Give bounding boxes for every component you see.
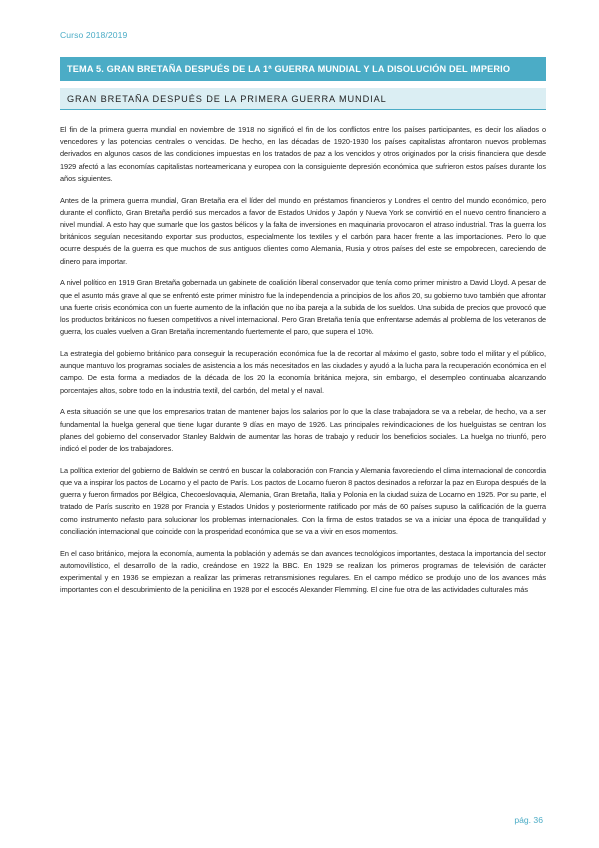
paragraph-2: Antes de la primera guerra mundial, Gran Bretaña era el líder del mundo en préstamos financieros y Londres el centro del mundo económico, pero durante el conflicto, Gran Bretaña perdió sus mercados a favor de Estados Unidos y Japón y Nueva York se convirtió en el nuevo centro financiero a nivel mundial. A esto hay que sumarle que los gastos bélicos y la falta de inversiones en maquinaria provocaron el atraso industrial. Tras la guerra los británicos seguían necesitando exportar sus productos, especialmente los textiles y el carbón para hacer frente a las importaciones. Pero lo que ocurre después de la guerra es que muchos de sus antiguos clientes como Alemania, Rusia y otros países del este se empobrecen, careciendo de dinero para importar. <box>60 195 546 266</box>
course-label: Curso 2018/2019 <box>60 30 128 40</box>
paragraph-3: A nivel político en 1919 Gran Bretaña gobernada un gabinete de coalición liberal conservador que tenía como primer ministro a David Lloyd. A pesar de que el asunto más grave al que se enfrentó este primer ministro fue la independencia a principios de los años 20, su gobierno tuvo también que afrontar una fuerte crisis económica con un fuerte aumento de la inflación que no iba pareja a la subida de los sueldos. Una subida de precios que provocó que los productos británicos no fuesen competitivos a nivel internacional. Pero Gran Bretaña tenía que enfrentarse además al problema de los veteranos de guerra, los cuales vuelven a Gran Bretaña incrementando fuertemente el paro, que supera el 10%. <box>60 278 546 337</box>
paragraph-5: A esta situación se une que los empresarios tratan de mantener bajos los salarios por lo que la clase trabajadora se va a rebelar, de hecho, va a ser fundamental la huelga general que tiene lugar durante 9 días en mayo de 1926. Las principales reivindicaciones de los huelguistas se centran los planes del gobierno del conservador Stanley Baldwin de aumentar las horas de trabajo y reducir los beneficios sociales. La huelga no triunfó, pero indicó el poder de los trabajadores. <box>60 407 546 454</box>
paragraph-6: La política exterior del gobierno de Baldwin se centró en buscar la colaboración con Francia y Alemania favoreciendo el clima internacional de concordia que va a inspirar los pactos de Locarno y el pacto de París. Los pactos de Locarno fueron 8 pactos desinados a reforzar la paz en Europa después de la guerra y fueron firmados por Bélgica, Checoeslovaquia, Alemania, Gran Bretaña, Italia y Polonia en la ciudad suiza de Locarno en 1925. Por su parte, el tratado de París suscrito en 1928 por Francia y Estados Unidos y posteriormente ratificado por más de 60 países supuso la calificación de la guerra como instrumento nefasto para solucionar los problemas internacionales. Con la firma de estos tratados se va a iniciar una época de tranquilidad y conciliación internacional que coincide con la prosperidad económica que se va a vivir en esos momentos. <box>60 465 546 536</box>
paragraph-1: El fin de la primera guerra mundial en noviembre de 1918 no significó el fin de los conflictos entre los países participantes, es decir los aliados o vencedores y las potencias centrales o vencidas. De hecho, en las décadas de 1920-1930 los países capitalistas afrontaron nuevos problemas derivados en algunos casos de las condiciones impuestas en los tratados de paz a los vencidos y otros originados por la crisis financiera que desde 1929 afectó a las economías capitalistas norteamericana y europea con la consiguiente depresión económica que sufrieron estos países durante los años siguientes. <box>60 125 546 183</box>
document-body <box>60 124 546 606</box>
section-heading: GRAN BRETAÑA DESPUÉS DE LA PRIMERA GUERRA MUNDIAL <box>60 88 546 110</box>
page-number: pág. 36 <box>514 815 543 825</box>
paragraph-7: En el caso británico, mejora la economía, aumenta la población y además se dan avances tecnológicos importantes, destaca la importancia del sector automovilístico, el desarrollo de la radio, creándose en 1922 la BBC. En 1929 se realizan los primeros programas de televisión de carácter experimental y en 1936 se empiezan a realizar las primeras retransmisiones regulares. En el campo médico se produjo uno de los avances más importantes con el descubrimiento de la penicilina en 1928 por el escocés Alexander Flemming. El cine fue otra de las actividades culturales más <box>60 548 546 595</box>
topic-title-banner: TEMA 5. GRAN BRETAÑA DESPUÉS DE LA 1ª GUERRA MUNDIAL Y LA DISOLUCIÓN DEL IMPERIO <box>60 57 546 81</box>
paragraph-4: La estrategia del gobierno británico para conseguir la recuperación económica fue la de recortar al máximo el gasto, sobre todo el militar y el público, aunque mantuvo los programas sociales de asistencia a los más necesitados en las ciudades y ayudó a la lucha para la recuperación económica en el campo. De esta forma a mediados de la década de los 20 la economía británica mejora, sin embargo, el desempleo continuaba alcanzando porcentajes altos, sobre todo en la industria textil, del carbón, del metal y el naval. <box>60 349 546 395</box>
